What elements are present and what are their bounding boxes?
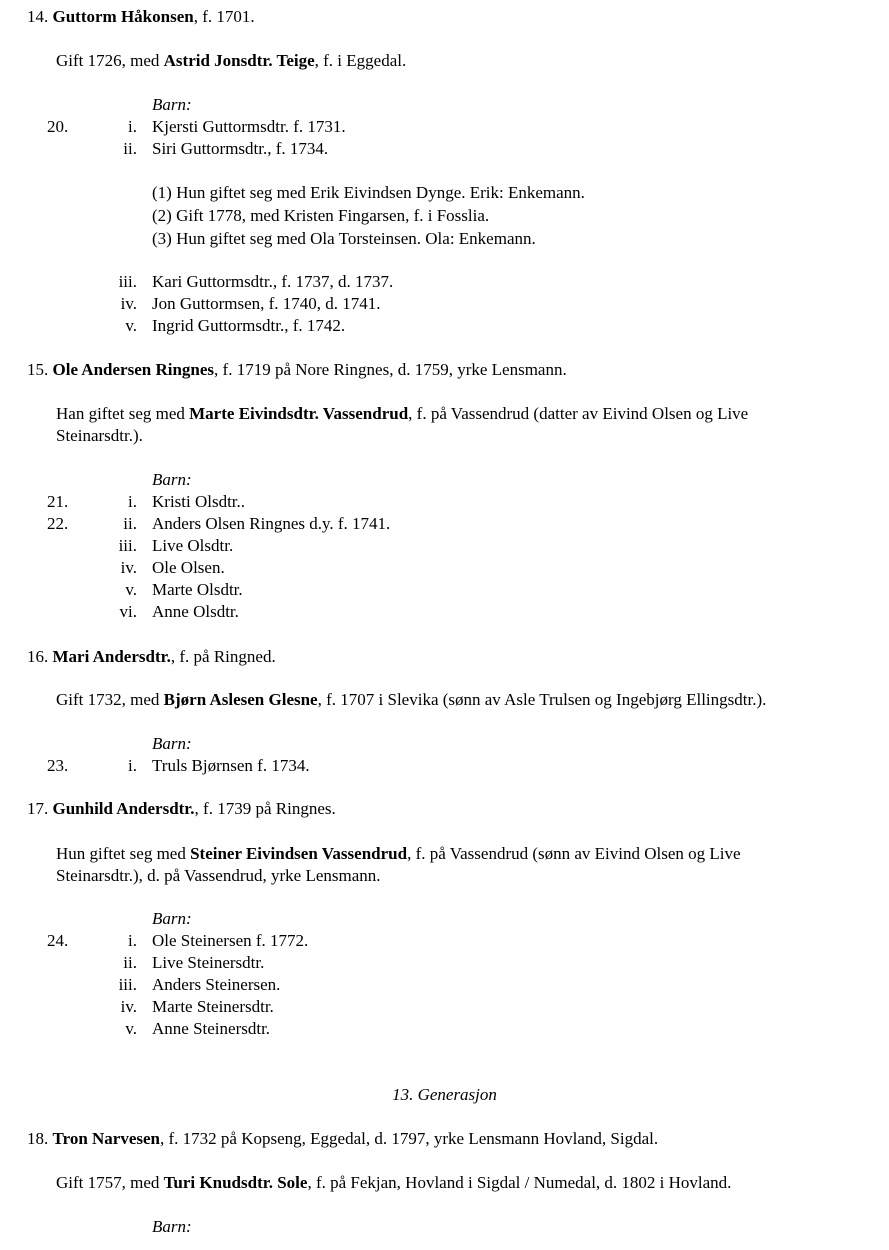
child-roman: vi.: [119, 602, 137, 621]
marriage-note: (1) Hun giftet seg med Erik Eivindsen Dynge. Erik: Enkemann.: [152, 183, 585, 202]
generation-heading: 13. Generasjon: [392, 1085, 497, 1104]
spouse-name: Astrid Jonsdtr. Teige: [163, 51, 315, 70]
marriage-note: (2) Gift 1778, med Kristen Fingarsen, f. i Fosslia.: [152, 206, 490, 225]
child-roman: ii.: [123, 514, 137, 533]
person-name: Guttorm Håkonsen: [52, 7, 194, 26]
child-text: Live Olsdtr.: [152, 536, 234, 555]
barn-label: Barn:: [152, 734, 192, 753]
child-text: Truls Bjørnsen f. 1734.: [152, 756, 310, 775]
spouse-name: Turi Knudsdtr. Sole: [163, 1173, 308, 1192]
barn-label: Barn:: [152, 470, 192, 489]
entry-17-marriage-cont: Steinarsdtr.), d. på Vassendrud, yrke Lensmann.: [56, 866, 381, 885]
entry-15-marriage: Han giftet seg med Marte Eivindsdtr. Vassendrud, f. på Vassendrud (datter av Eivind Olsen og Live: [56, 404, 749, 423]
barn-label: Barn:: [152, 95, 192, 114]
child-ref: 20.: [47, 117, 69, 136]
person-name: Tron Narvesen: [52, 1129, 161, 1148]
child-text: Anders Steinersen.: [152, 975, 281, 994]
child-ref: 22.: [47, 514, 69, 533]
entry-17-heading: 17. Gunhild Andersdtr., f. 1739 på Ringnes.: [27, 799, 336, 818]
child-roman: iii.: [118, 975, 137, 994]
person-name: Ole Andersen Ringnes: [52, 360, 215, 379]
entry-18-marriage: Gift 1757, med Turi Knudsdtr. Sole, f. på Fekjan, Hovland i Sigdal / Numedal, d. 1802 i Hovland.: [56, 1173, 732, 1192]
marriage-note: (3) Hun giftet seg med Ola Torsteinsen. Ola: Enkemann.: [152, 229, 536, 248]
child-roman: v.: [125, 316, 137, 335]
child-roman: i.: [128, 492, 137, 511]
entry-16-heading: 16. Mari Andersdtr., f. på Ringned.: [27, 647, 276, 666]
entry-18-heading: 18. Tron Narvesen, f. 1732 på Kopseng, Eggedal, d. 1797, yrke Lensmann Hovland, Sigdal.: [27, 1129, 659, 1148]
spouse-name: Marte Eivindsdtr. Vassendrud: [189, 404, 409, 423]
child-text: Siri Guttormsdtr., f. 1734.: [152, 139, 329, 158]
person-name: Gunhild Andersdtr.: [52, 799, 195, 818]
child-roman: iv.: [120, 294, 137, 313]
child-ref: 24.: [47, 931, 69, 950]
child-roman: i.: [128, 117, 137, 136]
child-text: Marte Steinersdtr.: [152, 997, 274, 1016]
child-roman: iii.: [118, 536, 137, 555]
entry-15-heading: 15. Ole Andersen Ringnes, f. 1719 på Nore Ringnes, d. 1759, yrke Lensmann.: [27, 360, 567, 379]
child-text: Ole Steinersen f. 1772.: [152, 931, 309, 950]
child-text: Kari Guttormsdtr., f. 1737, d. 1737.: [152, 272, 394, 291]
spouse-name: Bjørn Aslesen Glesne: [163, 690, 318, 709]
entry-16-marriage: Gift 1732, med Bjørn Aslesen Glesne, f. 1707 i Slevika (sønn av Asle Trulsen og Ingebjørg Ellingsdtr.).: [56, 690, 767, 709]
child-roman: v.: [125, 580, 137, 599]
child-roman: i.: [128, 931, 137, 950]
entry-14-marriage: Gift 1726, med Astrid Jonsdtr. Teige, f. i Eggedal.: [56, 51, 407, 70]
child-roman: iii.: [118, 272, 137, 291]
entry-15-marriage-cont: Steinarsdtr.).: [56, 426, 143, 445]
entry-14-heading: 14. Guttorm Håkonsen, f. 1701.: [27, 7, 255, 26]
child-roman: i.: [128, 756, 137, 775]
child-text: Ingrid Guttormsdtr., f. 1742.: [152, 316, 346, 335]
child-roman: ii.: [123, 953, 137, 972]
child-roman: v.: [125, 1019, 137, 1038]
entry-17-marriage: Hun giftet seg med Steiner Eivindsen Vassendrud, f. på Vassendrud (sønn av Eivind Olsen og Live: [56, 844, 741, 863]
child-roman: iv.: [120, 997, 137, 1016]
child-ref: 21.: [47, 492, 69, 511]
child-roman: iv.: [120, 558, 137, 577]
person-name: Mari Andersdtr.: [52, 647, 171, 666]
child-text: Anne Steinersdtr.: [152, 1019, 271, 1038]
spouse-name: Steiner Eivindsen Vassendrud: [190, 844, 408, 863]
child-text: Anne Olsdtr.: [152, 602, 239, 621]
child-text: Jon Guttormsen, f. 1740, d. 1741.: [152, 294, 381, 313]
child-text: Anders Olsen Ringnes d.y. f. 1741.: [152, 514, 391, 533]
child-text: Kjersti Guttormsdtr. f. 1731.: [152, 117, 346, 136]
child-text: Marte Olsdtr.: [152, 580, 243, 599]
child-roman: ii.: [123, 139, 137, 158]
child-ref: 23.: [47, 756, 69, 775]
child-text: Live Steinersdtr.: [152, 953, 265, 972]
barn-label: Barn:: [152, 909, 192, 928]
child-text: Ole Olsen.: [152, 558, 225, 577]
barn-label: Barn:: [152, 1217, 192, 1236]
child-text: Kristi Olsdtr..: [152, 492, 246, 511]
